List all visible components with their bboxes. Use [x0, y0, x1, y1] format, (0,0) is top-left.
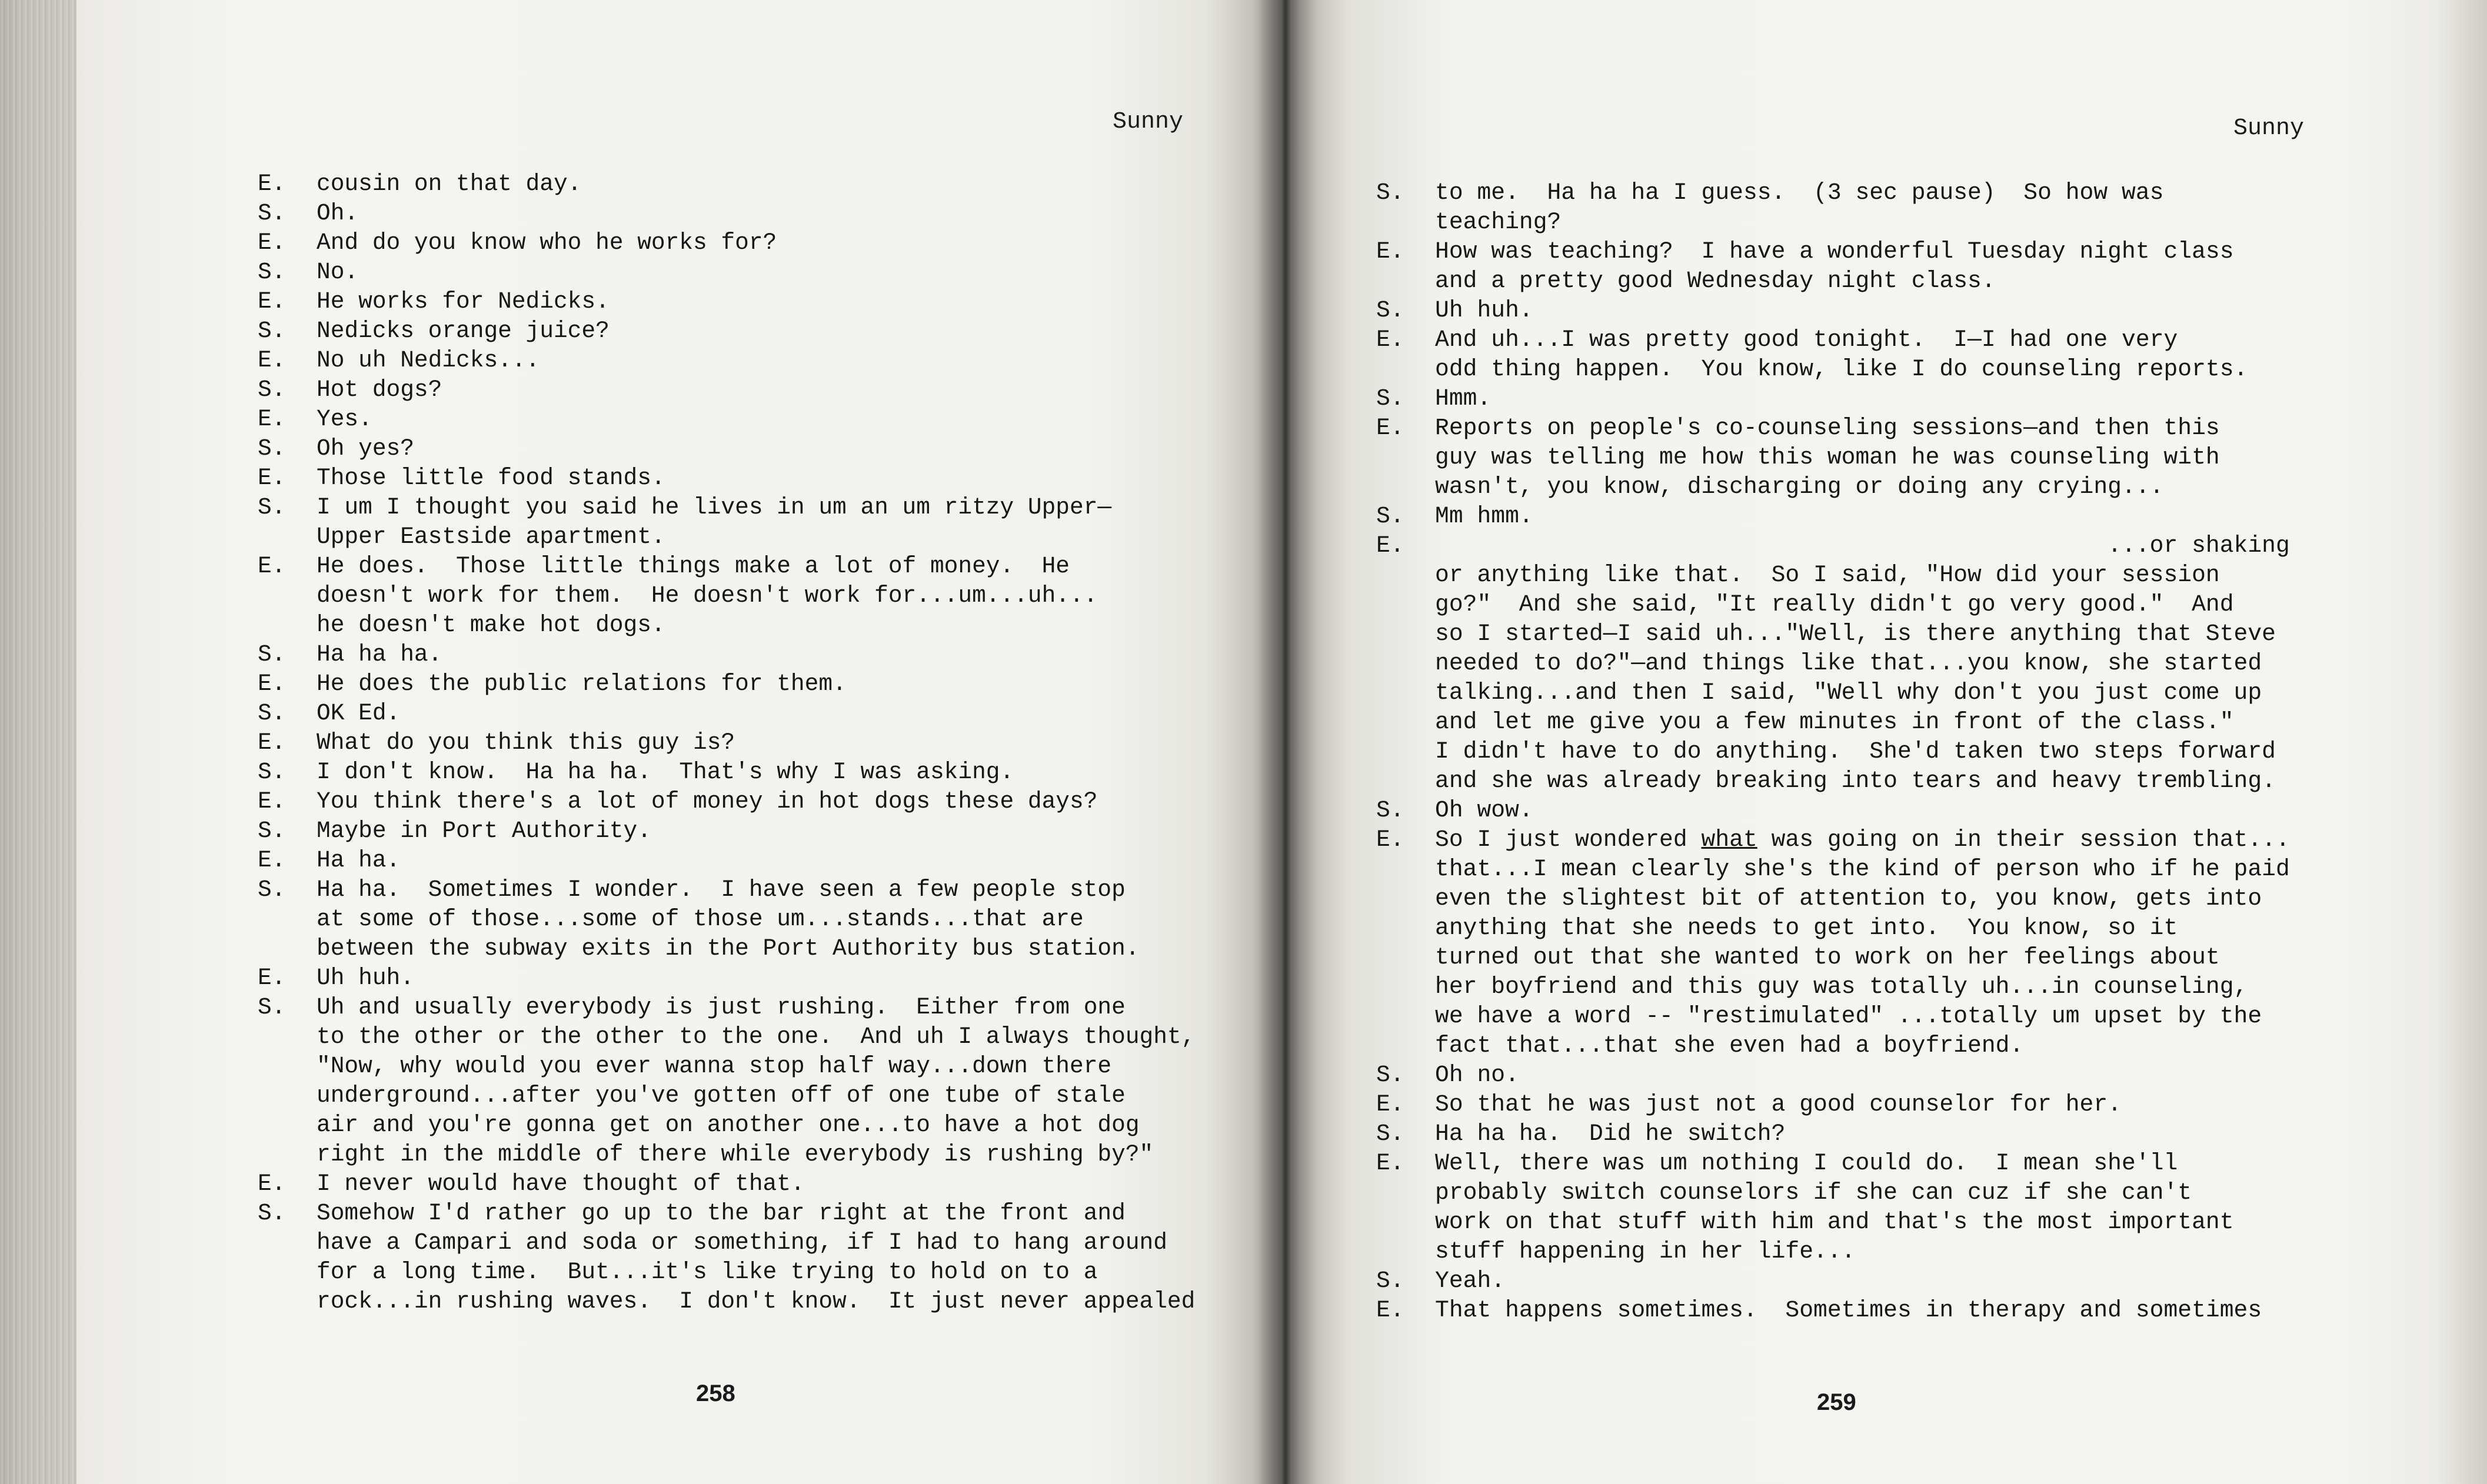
speaker-label: S. [258, 259, 286, 285]
line-text: Well, there was um nothing I could do. I mean she'll [1435, 1150, 2178, 1176]
line-text: wasn't, you know, discharging or doing any crying... [1435, 473, 2164, 500]
line-text: I didn't have to do anything. She'd taken two steps forward [1435, 738, 2276, 765]
line-text: Yes. [317, 406, 372, 432]
speaker-label: S. [258, 376, 286, 403]
transcript-line [258, 434, 1195, 463]
line-text: He does. Those little things make a lot of money. He [317, 553, 1070, 579]
speaker-label [1376, 472, 1435, 502]
line-text: And uh...I was pretty good tonight. I—I had one very [1435, 326, 2178, 353]
transcript-line [1376, 1090, 2290, 1119]
transcript-line [258, 640, 1195, 669]
transcript-line [1376, 678, 2290, 708]
transcript-line [1376, 502, 2290, 531]
speaker-label: E. [258, 553, 286, 579]
transcript-line [1376, 1031, 2290, 1061]
running-header: Sunny [1113, 109, 1184, 135]
speaker-label: S. [258, 318, 286, 344]
transcript-line [258, 1258, 1195, 1287]
speaker-label: E. [1376, 238, 1404, 265]
line-text: Ha ha. [317, 847, 401, 873]
line-text: No uh Nedicks... [317, 347, 540, 373]
speaker-label [1376, 972, 1435, 1002]
line-text: Oh wow. [1435, 797, 1533, 823]
speaker-label: S. [1376, 385, 1404, 412]
transcript-line [258, 1052, 1195, 1081]
speaker-label [258, 1228, 317, 1258]
line-text: You think there's a lot of money in hot dogs these days? [317, 788, 1098, 815]
transcript-line [1376, 472, 2290, 502]
line-text: He works for Nedicks. [317, 288, 610, 315]
speaker-label [1376, 943, 1435, 972]
line-text: And do you know who he works for? [317, 229, 777, 256]
line-text: Oh yes? [317, 435, 414, 462]
speaker-label [1376, 1178, 1435, 1208]
transcript-line [1376, 913, 2290, 943]
line-text: needed to do?"—and things like that...you know, she started [1435, 650, 2262, 676]
transcript-line [1376, 590, 2290, 619]
line-text: even the slightest bit of attention to, you know, gets into [1435, 885, 2262, 912]
line-text: teaching? [1435, 209, 1562, 235]
line-text: so I started—I said uh..."Well, is there anything that Steve [1435, 621, 2276, 647]
transcript-line [258, 905, 1195, 934]
speaker-label: E. [1376, 326, 1404, 353]
line-text: What do you think this guy is? [317, 729, 735, 756]
speaker-label: S. [258, 876, 286, 903]
transcript-line [258, 552, 1195, 581]
speaker-label [258, 934, 317, 963]
line-text: rock...in rushing waves. I don't know. It just never appealed [317, 1288, 1196, 1315]
speaker-label [258, 611, 317, 640]
speaker-label: E. [1376, 532, 1404, 559]
line-text: he doesn't make hot dogs. [317, 612, 665, 638]
line-text: Those little food stands. [317, 465, 665, 491]
transcript-line [1376, 178, 2290, 208]
transcript-line [258, 493, 1195, 522]
speaker-label: E. [258, 847, 286, 873]
transcript-line [1376, 1149, 2290, 1178]
speaker-label: E. [258, 229, 286, 256]
transcript-line [258, 846, 1195, 875]
line-text: OK Ed. [317, 700, 401, 726]
speaker-label: E. [258, 406, 286, 432]
page-edges [0, 0, 76, 1484]
transcript-line [258, 669, 1195, 699]
line-text: go?" And she said, "It really didn't go very good." And [1435, 591, 2234, 618]
speaker-label [1376, 678, 1435, 708]
right-page [1283, 0, 2487, 1484]
transcript-line [1376, 649, 2290, 678]
transcript-line [1376, 972, 2290, 1002]
line-text: have a Campari and soda or something, if I had to hang around [317, 1229, 1167, 1256]
speaker-label [1376, 766, 1435, 796]
line-text: to me. Ha ha ha I guess. (3 sec pause) So how was [1435, 179, 2164, 206]
line-text: and a pretty good Wednesday night class. [1435, 268, 1996, 294]
line-text: guy was telling me how this woman he was counseling with [1435, 444, 2220, 471]
speaker-label [1376, 619, 1435, 649]
line-text: Hot dogs? [317, 376, 442, 403]
transcript-line [258, 228, 1195, 258]
line-text: I don't know. Ha ha ha. That's why I was asking. [317, 759, 1014, 785]
line-text: and let me give you a few minutes in front of the class." [1435, 709, 2234, 735]
transcript-line [258, 581, 1195, 611]
line-text: and she was already breaking into tears and heavy trembling. [1435, 768, 2276, 794]
speaker-label: E. [258, 171, 286, 197]
transcript-line [258, 611, 1195, 640]
transcript-line [1376, 855, 2290, 884]
line-text: Maybe in Port Authority. [317, 818, 651, 844]
transcript-line [1376, 266, 2290, 296]
transcript-line [1376, 355, 2290, 384]
speaker-label: E. [1376, 415, 1404, 441]
transcript-line [258, 258, 1195, 287]
speaker-label [258, 1287, 317, 1316]
speaker-label: E. [258, 288, 286, 315]
speaker-label: S. [258, 494, 286, 521]
line-text: cousin on that day. [317, 171, 582, 197]
transcript-line [1376, 561, 2290, 590]
line-text: Somehow I'd rather go up to the bar right at the front and [317, 1200, 1126, 1226]
speaker-label [258, 1258, 317, 1287]
speaker-label [1376, 737, 1435, 766]
line-text: Reports on people's co-counseling sessions—and then this [1435, 415, 2220, 441]
speaker-label: S. [258, 641, 286, 668]
transcript-line [258, 1111, 1195, 1140]
transcript-line [258, 699, 1195, 728]
speaker-label: S. [1376, 1268, 1404, 1294]
speaker-label: S. [1376, 1062, 1404, 1088]
line-text: I never would have thought of that. [317, 1170, 805, 1197]
transcript-line [1376, 531, 2290, 561]
book-gutter [1253, 0, 1318, 1484]
transcript-line [258, 1081, 1195, 1111]
speaker-label: S. [258, 818, 286, 844]
transcript-line [1376, 1208, 2290, 1237]
speaker-label [1376, 443, 1435, 472]
line-text: Nedicks orange juice? [317, 318, 610, 344]
transcript-line [258, 728, 1195, 758]
transcript-line [1376, 825, 2290, 855]
speaker-label: E. [258, 729, 286, 756]
transcript-line [1376, 384, 2290, 413]
transcript-line [1376, 1237, 2290, 1266]
line-text: He does the public relations for them. [317, 671, 847, 697]
transcript-line [258, 1022, 1195, 1052]
transcript-line [1376, 1119, 2290, 1149]
transcript-line [258, 934, 1195, 963]
line-text: at some of those...some of those um...stands...that are [317, 906, 1084, 932]
transcript-line [258, 816, 1195, 846]
speaker-label [258, 1052, 317, 1081]
transcript-line [258, 522, 1195, 552]
transcript-line [1376, 208, 2290, 237]
speaker-label: E. [1376, 826, 1404, 853]
line-text: That happens sometimes. Sometimes in therapy and sometimes [1435, 1297, 2262, 1323]
speaker-label [258, 1081, 317, 1111]
line-text: anything that she needs to get into. You know, so it [1435, 915, 2178, 941]
transcript-line [1376, 737, 2290, 766]
speaker-label: S. [1376, 297, 1404, 324]
speaker-label: E. [1376, 1297, 1404, 1323]
line-text: turned out that she wanted to work on her feelings about [1435, 944, 2220, 971]
transcript-line [258, 169, 1195, 199]
speaker-label: E. [258, 788, 286, 815]
line-text: So I just wondered what was going on in their session that... [1435, 826, 2290, 853]
transcript-line [258, 758, 1195, 787]
speaker-label [1376, 1237, 1435, 1266]
transcript-line [1376, 766, 2290, 796]
transcript-line [1376, 1061, 2290, 1090]
speaker-label: E. [258, 671, 286, 697]
line-text: No. [317, 259, 359, 285]
line-text: or anything like that. So I said, "How did your session [1435, 562, 2220, 588]
speaker-label [258, 905, 317, 934]
speaker-label [1376, 561, 1435, 590]
speaker-label [258, 1111, 317, 1140]
transcript-line [258, 963, 1195, 993]
speaker-label [1376, 649, 1435, 678]
transcript-line [1376, 1002, 2290, 1031]
line-text: stuff happening in her life... [1435, 1238, 1856, 1265]
line-text: Ha ha. Sometimes I wonder. I have seen a few people stop [317, 876, 1126, 903]
transcript-line [258, 346, 1195, 375]
transcript-line [1376, 413, 2290, 443]
line-text: How was teaching? I have a wonderful Tuesday night class [1435, 238, 2234, 265]
speaker-label [1376, 1208, 1435, 1237]
transcript-line [258, 1228, 1195, 1258]
speaker-label [1376, 1002, 1435, 1031]
line-text: Yeah. [1435, 1268, 1506, 1294]
line-text: fact that...that she even had a boyfriend. [1435, 1032, 2024, 1059]
speaker-label: E. [258, 1170, 286, 1197]
line-text: Mm hmm. [1435, 503, 1533, 529]
line-text: Upper Eastside apartment. [317, 523, 665, 550]
transcript-line [258, 316, 1195, 346]
speaker-label [1376, 1031, 1435, 1061]
line-text: probably switch counselors if she can cuz if she can't [1435, 1179, 2192, 1206]
line-text: for a long time. But...it's like trying to hold on to a [317, 1259, 1098, 1285]
transcript-line [258, 1169, 1195, 1199]
speaker-label: S. [1376, 1120, 1404, 1147]
transcript-line [1376, 1296, 2290, 1325]
transcript-line [1376, 619, 2290, 649]
line-text: right in the middle of there while everybody is rushing by?" [317, 1141, 1154, 1168]
transcript-line [258, 375, 1195, 405]
line-text: that...I mean clearly she's the kind of person who if he paid [1435, 856, 2290, 882]
speaker-label [258, 1022, 317, 1052]
transcript-line [1376, 796, 2290, 825]
line-text: to the other or the other to the one. And uh I always thought, [317, 1023, 1196, 1050]
transcript-line [1376, 443, 2290, 472]
line-text: underground...after you've gotten off of one tube of stale [317, 1082, 1126, 1109]
line-text: ...or shaking [1435, 532, 2290, 559]
line-text: odd thing happen. You know, like I do counseling reports. [1435, 356, 2248, 382]
speaker-label: S. [258, 759, 286, 785]
line-text: So that he was just not a good counselor for her. [1435, 1091, 2122, 1118]
speaker-label [1376, 855, 1435, 884]
transcript-lines [1376, 178, 2290, 1325]
line-text: Uh huh. [317, 965, 414, 991]
transcript-line [1376, 1178, 2290, 1208]
line-text: Oh. [317, 200, 359, 226]
speaker-label: E. [1376, 1150, 1404, 1176]
line-text: doesn't work for them. He doesn't work for...um...uh... [317, 582, 1098, 609]
transcript-line [1376, 325, 2290, 355]
speaker-label [1376, 208, 1435, 237]
speaker-label: E. [258, 965, 286, 991]
line-text: Ha ha ha. Did he switch? [1435, 1120, 1786, 1147]
line-text: Hmm. [1435, 385, 1491, 412]
transcript-line [1376, 296, 2290, 325]
transcript-line [258, 1199, 1195, 1228]
speaker-label: S. [258, 994, 286, 1021]
line-text: I um I thought you said he lives in um an um ritzy Upper— [317, 494, 1112, 521]
transcript-line [1376, 1266, 2290, 1296]
line-text: talking...and then I said, "Well why don't you just come up [1435, 679, 2262, 706]
page-number: 258 [696, 1380, 735, 1406]
transcript-line [1376, 884, 2290, 913]
page-number: 259 [1817, 1389, 1856, 1415]
speaker-label: S. [258, 1200, 286, 1226]
speaker-label [1376, 913, 1435, 943]
speaker-label: S. [1376, 503, 1404, 529]
transcript-line [1376, 943, 2290, 972]
transcript-line [258, 405, 1195, 434]
speaker-label [1376, 590, 1435, 619]
transcript-line [258, 199, 1195, 228]
speaker-label [1376, 266, 1435, 296]
transcript-lines [258, 169, 1195, 1316]
transcript-line [258, 1140, 1195, 1169]
transcript-line [258, 875, 1195, 905]
speaker-label [1376, 355, 1435, 384]
speaker-label: S. [258, 200, 286, 226]
line-text: work on that stuff with him and that's the most important [1435, 1209, 2234, 1235]
speaker-label: E. [258, 347, 286, 373]
transcript-line [258, 287, 1195, 316]
speaker-label [1376, 884, 1435, 913]
line-text: air and you're gonna get on another one...to have a hot dog [317, 1112, 1140, 1138]
line-text: between the subway exits in the Port Authority bus station. [317, 935, 1140, 962]
speaker-label: S. [1376, 179, 1404, 206]
line-text: "Now, why would you ever wanna stop half way...down there [317, 1053, 1112, 1079]
line-text: Ha ha ha. [317, 641, 442, 668]
transcript-line [258, 463, 1195, 493]
line-text: her boyfriend and this guy was totally uh...in counseling, [1435, 973, 2248, 1000]
line-text: Uh huh. [1435, 297, 1533, 324]
transcript-line [1376, 708, 2290, 737]
running-header: Sunny [2233, 115, 2305, 142]
transcript-line [1376, 237, 2290, 266]
speaker-label [1376, 708, 1435, 737]
transcript-line [258, 1287, 1195, 1316]
speaker-label: E. [1376, 1091, 1404, 1118]
speaker-label [258, 581, 317, 611]
line-text: we have a word -- "restimulated" ...totally um upset by the [1435, 1003, 2262, 1029]
speaker-label: E. [258, 465, 286, 491]
speaker-label [258, 1140, 317, 1169]
speaker-label: S. [1376, 797, 1404, 823]
transcript-line [258, 993, 1195, 1022]
transcript-line [258, 787, 1195, 816]
line-text: Uh and usually everybody is just rushing. Either from one [317, 994, 1126, 1021]
line-text: Oh no. [1435, 1062, 1519, 1088]
speaker-label: S. [258, 435, 286, 462]
speaker-label: S. [258, 700, 286, 726]
speaker-label [258, 522, 317, 552]
